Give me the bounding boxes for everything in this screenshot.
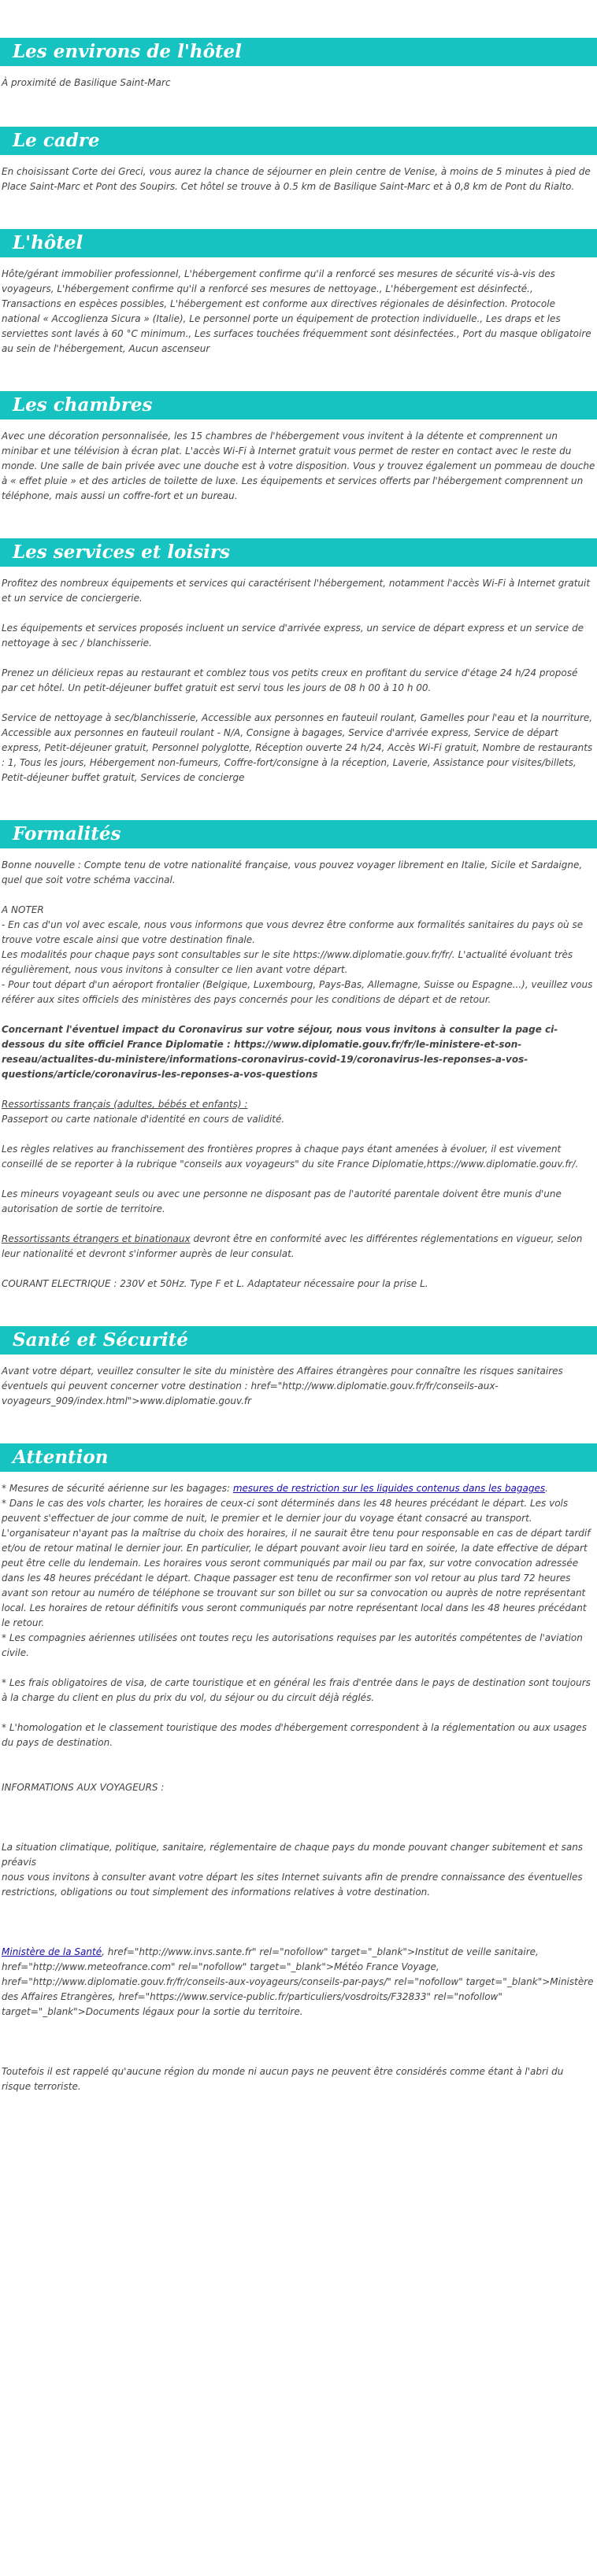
section-title-chambres: Les chambres: [0, 391, 597, 419]
section-attention: [0, 1443, 597, 2094]
section-title-hotel: L'hôtel: [0, 229, 597, 257]
formalites-paragraph-1: Bonne nouvelle : Compte tenu de votre nationalité française, vous pouvez voyager librement en Italie, Sicile et Sardaigne, quel que soit votre schéma vaccinal.: [2, 859, 583, 885]
services-paragraph-3: Prenez un délicieux repas au restaurant et comblez tous vos petits creux en profitant du service d'étage 24 h/24 proposé par cet hôtel. Un petit-déjeuner buffet gratuit est servi tous les jours de 08 h 00 à 10 h 00.: [2, 667, 578, 693]
section-formalites: [0, 820, 597, 1292]
section-sante: [0, 1326, 597, 1409]
attention-classification-text: * L'homologation et le classement touristique des modes d'hébergement correspondent à la réglementation ou aux usages du pays de destination.: [2, 1722, 587, 1748]
note-line-3: - Pour tout départ d'un aéroport frontalier (Belgique, Luxembourg, Pays-Bas, Allemagne, Suisse ou Espagne...), veuillez vous référer aux sites officiels des ministères des pays concernés pour les conditions de départ et de retour.: [2, 979, 593, 1005]
travelers-info-invite: nous vous invitons à consulter avant votre départ les sites Internet suivants afin de prendre connaissance des éventuelles restrictions, obligations ou tout simplement des informations relatives à votre destination.: [2, 1872, 583, 1898]
coronavirus-notice: Concernant l'éventuel impact du Coronavirus sur votre séjour, nous vous invitons à consulter la page ci-dessous du site officiel France Diplomatie : https://www.diplomatie.gouv.fr/fr/le-ministere-et-son-reseau/actualites-du-ministere/informations-coronavirus-covid-19/coronavirus-les-reponses-a-vos-questions/article/coronavirus-les-reponses-a-vos-questions: [2, 1024, 558, 1080]
border-rules-text: Les règles relatives au franchissement des frontières propres à chaque pays étant amenées à évoluer, il est vivement conseillé de se reporter à la rubrique "conseils aux voyageurs" du site France Diplomatie,https://www.diplomatie.gouv.fr/.: [2, 1144, 579, 1170]
travelers-info-links: [0, 1945, 597, 2020]
services-paragraph-4: Service de nettoyage à sec/blanchisserie, Accessible aux personnes en fauteuil roulant, Gamelles pour l'eau et la nourriture, Accessible aux personnes en fauteuil roulant - N/A, Consigne à bagages, Service d'arrivée express, Service de départ express, Petit-déjeuner gratuit, Personnel polyglotte, Réception ouverte 24 h/24, Accès Wi-Fi gratuit, Nombre de restaurants : 1, Tous les jours, Hébergement non-fumeurs, Coffre-fort/consigne à la réception, Laverie, Assistance pour visites/billets, Petit-déjeuner buffet gratuit, Services de concierge: [2, 712, 593, 783]
attention-charter-text: * Dans le cas des vols charter, les horaires de ceux-ci sont déterminés dans les 48 heures précédant le départ. Les vols peuvent s'effectuer de jour comme de nuit, le premier et le dernier jour du voyage étant consacré au transport. L'organisateur n'ayant pas la maîtrise du choix des horaires, il ne saurait être tenu pour responsable en cas de départ tardif et/ou de retour matinal le dernier jour. En particulier, le départ pouvant avoir lieu tard en soirée, la date effective de départ peut être celle du lendemain. Les horaires vous seront communiqués par mail ou par fax, sur votre convocation adressée dans les 48 heures précédant le départ. Chaque passager est tenu de reconfirmer son vol retour au plus tard 72 heures avant son retour au numéro de téléphone se trouvant sur son billet ou sur sa convocation ou auprès de notre représentant local. Les horaires de retour définitifs vous seront communiqués par notre représentant local dans les 48 heures précédant le retour.: [2, 1498, 591, 1628]
french-nationals-text: Passeport ou carte nationale d'identité en cours de validité.: [2, 1114, 285, 1125]
section-title-formalites: Formalités: [0, 820, 597, 848]
section-hotel: [0, 229, 597, 357]
section-chambres: [0, 391, 597, 504]
minors-text: Les mineurs voyageant seuls ou avec une personne ne disposant pas de l'autorité parentale doivent être munis d'une autorisation de sortie de territoire.: [2, 1188, 562, 1214]
section-services: [0, 538, 597, 785]
environs-text: À proximité de Basilique Saint-Marc: [2, 77, 171, 88]
baggage-text-after: .: [545, 1483, 548, 1494]
electric-current-text: COURANT ELECTRIQUE : 230V et 50Hz. Type F et L. Adaptateur nécessaire pour la prise L.: [2, 1278, 428, 1289]
section-title-sante: Santé et Sécurité: [0, 1326, 597, 1355]
travelers-info-links-text: , href="http://www.invs.sante.fr" rel="nofollow" target="_blank">Institut de veille sanitaire, href="http://www.meteofrance.com" rel="nofollow" target="_blank">Météo France Voyage, href="http://www.diplomatie.gouv.fr/fr/conseils-aux-voyageurs/conseils-par-pays/" rel="nofollow" target="_blank">Ministère des Affaires Etrangères, href="https://www.service-public.fr/particuliers/vosdroits/F32833" rel="nofollow" target="_blank">Documents légaux pour la sortie du territoire.: [2, 1946, 594, 2017]
travelers-info-situation: La situation climatique, politique, sanitaire, réglementaire de chaque pays du monde pouvant changer subitement et sans préavis: [2, 1842, 584, 1868]
hotel-text: Hôte/gérant immobilier professionnel, L'hébergement confirme qu'il a renforcé ses mesures de sécurité vis-à-vis des voyageurs, L'hébergement confirme qu'il a renforcé ses mesures de nettoyage., L'hébergement est désinfecté., Transactions en espèces possibles, L'hébergement est conforme aux directives régionales de désinfection. Protocole national « Accoglienza Sicura » (Italie), Le personnel porte un équipement de protection individuelle., Les draps et les serviettes sont lavés à 60 °C minimum., Les surfaces touchées fréquemment sont désinfectées., Port du masque obligatoire au sein de l'hébergement, Aucun ascenseur: [2, 268, 591, 354]
travelers-info-title: INFORMATIONS AUX VOYAGEURS :: [2, 1782, 165, 1793]
attention-airlines-text: * Les compagnies aériennes utilisées ont toutes reçu les autorisations requises par les autorités compétentes de l'aviation civile.: [2, 1632, 583, 1658]
note-title: A NOTER: [2, 904, 44, 915]
cadre-text: En choisissant Corte dei Greci, vous aurez la chance de séjourner en plein centre de Venise, à moins de 5 minutes à pied de Place Saint-Marc et Pont des Soupirs. Cet hôtel se trouve à 0.5 km de Basilique Saint-Marc et à 0,8 km de Pont du Rialto.: [2, 166, 591, 192]
foreign-nationals-text: [0, 1232, 597, 1262]
foreign-nationals-title: Ressortissants étrangers et binationaux: [2, 1233, 191, 1244]
section-cadre: [0, 127, 597, 194]
attention-baggage-text: [0, 1481, 597, 1496]
terrorism-risk-text: Toutefois il est rappelé qu'aucune région du monde ni aucun pays ne peuvent être considérés comme étant à l'abri du risque terroriste.: [2, 2066, 564, 2092]
french-nationals-title: Ressortissants français (adultes, bébés et enfants) :: [2, 1099, 248, 1110]
services-paragraph-1: Profitez des nombreux équipements et services qui caractérisent l'hébergement, notamment l'accès Wi-Fi à Internet gratuit et un service de conciergerie.: [2, 578, 591, 604]
chambres-text: Avec une décoration personnalisée, les 15 chambres de l'hébergement vous invitent à la détente et comprennent un minibar et une télévision à écran plat. L'accès Wi-Fi à Internet gratuit vous permet de rester en contact avec le reste du monde. Une salle de bain privée avec une douche est à votre disposition. Vous y trouvez également un pommeau de douche à « effet pluie » et des articles de toilette de luxe. Les équipements et services offerts par l'hébergement comprennent un téléphone, mais aussi un coffre-fort et un bureau.: [2, 431, 595, 501]
section-title-environs: Les environs de l'hôtel: [0, 38, 597, 66]
note-line-2: Les modalités pour chaque pays sont consultables sur le site https://www.diplomatie.gouv.fr/fr/. L'actualité évoluant très régulièrement, nous vous invitons à consulter ce lien avant votre départ.: [2, 949, 573, 975]
sante-text: Avant votre départ, veuillez consulter le site du ministère des Affaires étrangères pour connaître les risques sanitaires éventuels qui peuvent concerner votre destination : href="http://www.diplomatie.gouv.fr/fr/conseils-aux-voyageurs_909/index.html">www.diplomatie.gouv.fr: [2, 1366, 563, 1406]
section-title-cadre: Le cadre: [0, 127, 597, 155]
foreign-nationals-body: devront être en conformité avec les différentes réglementations en vigueur, selon leur nationalité et devront s'informer auprès de leur consulat.: [2, 1233, 583, 1259]
note-line-1: - En cas d'un vol avec escale, nous vous informons que vous devrez être conforme aux formalités sanitaires du pays où se trouve votre escale ainsi que votre destination finale.: [2, 919, 584, 945]
liquids-restriction-link[interactable]: mesures de restriction sur les liquides contenus dans les bagages: [232, 1483, 546, 1494]
section-title-services: Les services et loisirs: [0, 538, 597, 567]
ministry-health-link[interactable]: Ministère de la Santé: [2, 1946, 102, 1957]
section-environs: [0, 38, 597, 91]
section-title-attention: Attention: [0, 1443, 597, 1472]
baggage-text-before: * Mesures de sécurité aérienne sur les bagages:: [2, 1483, 233, 1494]
attention-fees-text: * Les frais obligatoires de visa, de carte touristique et en général les frais d'entrée dans le pays de destination sont toujours à la charge du client en plus du prix du vol, du séjour ou du circuit déjà réglés.: [2, 1677, 591, 1703]
services-paragraph-2: Les équipements et services proposés incluent un service d'arrivée express, un service de départ express et un service de nettoyage à sec / blanchisserie.: [2, 623, 584, 649]
